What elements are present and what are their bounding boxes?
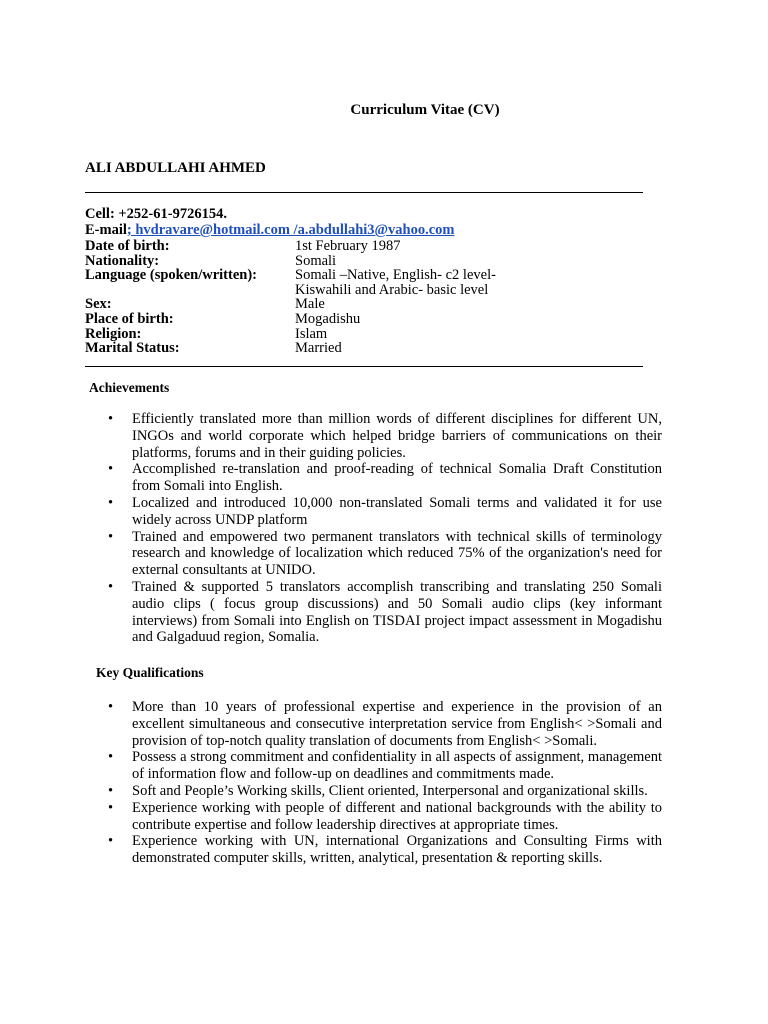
- info-row-religion: [85, 327, 525, 342]
- info-value: Kiswahili and Arabic- basic level: [295, 281, 489, 298]
- list-item: [108, 800, 662, 834]
- info-value: Mogadishu: [295, 310, 361, 327]
- bullet-icon: •: [108, 799, 114, 816]
- info-row-place-of-birth: [85, 312, 525, 327]
- list-item: [108, 529, 662, 579]
- email-link[interactable]: ; hvdravare@hotmail.com /a.abdullahi3@vahoo.com: [126, 222, 455, 238]
- info-label: Marital Status:: [85, 340, 180, 357]
- bullet-icon: •: [108, 578, 114, 595]
- info-label: Date of birth:: [85, 238, 170, 254]
- info-label: Place of birth:: [85, 310, 174, 327]
- list-item: [108, 411, 662, 461]
- email-line: [85, 222, 455, 238]
- info-value: Somali: [295, 252, 337, 269]
- info-label: Nationality:: [85, 252, 160, 269]
- list-item-text: Efficiently translated more than million words of different disciplines for different UN, INGOs and world corporate which helped bridge barriers of communications on their platforms, forums and in their guiding policies.: [132, 411, 662, 461]
- list-item-text: Trained & supported 5 translators accomplish transcribing and translating 250 Somali audio clips ( focus group discussions) and 50 Somali audio clips (key informant interviews) from Somali into English on TISDAI project impact assessment in Mogadishu and Galgaduud region, Somalia.: [132, 578, 662, 646]
- divider-bottom: [85, 366, 643, 367]
- list-item-text: Possess a strong commitment and confidentiality in all aspects of assignment, management of information flow and follow-up on deadlines and commitments made.: [132, 749, 662, 783]
- info-label: Sex:: [85, 296, 112, 313]
- bullet-icon: •: [108, 494, 114, 511]
- list-item-text: Soft and People’s Working skills, Client oriented, Interpersonal and organizational skills.: [132, 782, 648, 799]
- list-item: [108, 579, 662, 646]
- bullet-icon: •: [108, 833, 114, 850]
- key-qualifications-list: [108, 699, 662, 867]
- list-item: [108, 833, 662, 867]
- info-row-nationality: [85, 254, 525, 269]
- bullet-icon: •: [108, 411, 114, 427]
- list-item: [108, 699, 662, 749]
- list-item: [108, 461, 662, 495]
- info-label: [85, 283, 295, 298]
- list-item: [108, 495, 662, 529]
- info-row-sex: [85, 297, 525, 312]
- personal-info: [85, 239, 525, 356]
- bullet-icon: •: [108, 528, 114, 545]
- achievements-heading: Achievements: [89, 380, 170, 395]
- divider-top: [85, 192, 643, 193]
- document-title: Curriculum Vitae (CV): [350, 102, 500, 118]
- email-label: E-mail: [85, 222, 127, 238]
- list-item-text: Experience working with people of different and national backgrounds with the ability to contribute expertise and follow leadership directives at appropriate times.: [132, 799, 662, 833]
- info-row-marital-status: [85, 341, 525, 356]
- info-row-date-of-birth: [85, 239, 525, 254]
- bullet-icon: •: [108, 461, 114, 478]
- info-value: Islam: [295, 325, 328, 342]
- cell-number: Cell: +252-61-9726154.: [85, 206, 227, 222]
- list-item: [108, 749, 662, 783]
- list-item: [108, 783, 662, 800]
- list-item-text: Accomplished re-translation and proof-reading of technical Somalia Draft Constitution from Somali into English.: [132, 461, 662, 495]
- info-value: 1st February 1987: [295, 238, 401, 254]
- list-item-text: Experience working with UN, international Organizations and Consulting Firms with demonstrated computer skills, written, analytical, presentation & reporting skills.: [132, 833, 662, 867]
- info-row-language-cont: [85, 283, 525, 298]
- candidate-name: ALI ABDULLAHI AHMED: [85, 160, 266, 176]
- info-label: Language (spoken/written):: [85, 267, 257, 284]
- list-item-text: Trained and empowered two permanent translators with technical skills of terminology research and knowledge of localization which reduced 75% of the organization's need for external consultants at UNIDO.: [132, 528, 662, 579]
- list-item-text: More than 10 years of professional expertise and experience in the provision of an excellent simultaneous and consecutive interpretation service from English< >Somali and provision of top-notch quality translation of documents from English< >Somali.: [132, 699, 662, 749]
- achievements-list: [108, 411, 662, 646]
- bullet-icon: •: [108, 749, 114, 766]
- bullet-icon: •: [108, 699, 114, 715]
- info-value: Male: [295, 296, 325, 313]
- info-label: Religion:: [85, 325, 142, 342]
- info-value: Married: [295, 340, 342, 357]
- info-value: Somali –Native, English- c2 level-: [295, 267, 496, 284]
- info-row-language: [85, 268, 525, 283]
- list-item-text: Localized and introduced 10,000 non-translated Somali terms and validated it for use widely across UNDP platform: [132, 494, 662, 528]
- key-qualifications-heading: Key Qualifications: [96, 665, 204, 680]
- bullet-icon: •: [108, 782, 114, 799]
